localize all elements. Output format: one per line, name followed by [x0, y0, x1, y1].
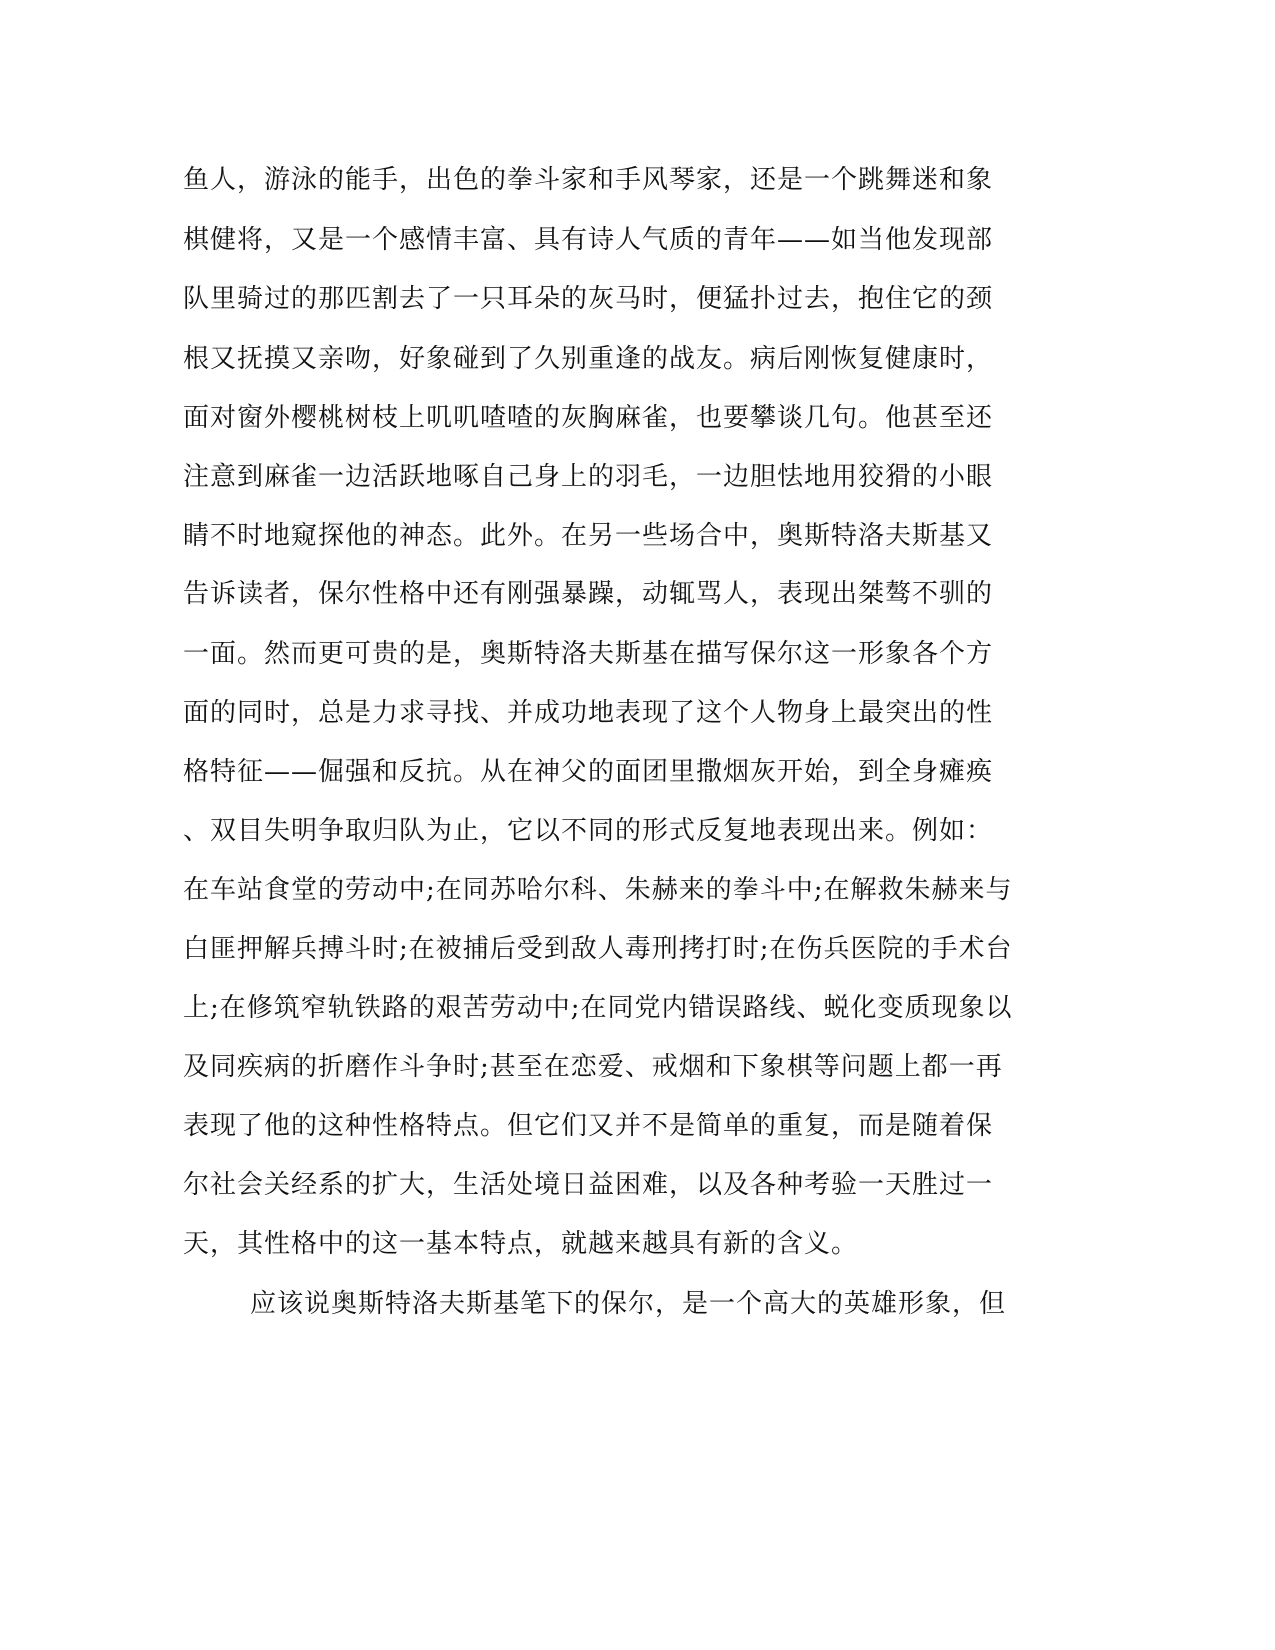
text-line: 及同疾病的折磨作斗争时;甚至在恋爱、戒烟和下象棋等问题上都一再	[183, 1052, 1003, 1082]
text-line: 格特征——倔强和反抗。从在神父的面团里撒烟灰开始，到全身瘫痪	[183, 757, 994, 787]
text-line: 根又抚摸又亲吻，好象碰到了久别重逢的战友。病后刚恢复健康时，	[183, 344, 994, 374]
text-line: 上;在修筑窄轨铁路的艰苦劳动中;在同党内错误路线、蜕化变质现象以	[183, 993, 1013, 1023]
text-line: 面对窗外樱桃树枝上叽叽喳喳的灰胸麻雀，也要攀谈几句。他甚至还	[183, 403, 994, 433]
text-line: 表现了他的这种性格特点。但它们又并不是简单的重复，而是随着保	[183, 1111, 994, 1141]
text-line: 白匪押解兵搏斗时;在被捕后受到敌人毒刑拷打时;在伤兵医院的手术台	[183, 934, 1013, 964]
text-line: 天，其性格中的这一基本特点，就越来越具有新的含义。	[183, 1229, 859, 1259]
paragraph-start-line: 应该说奥斯特洛夫斯基笔下的保尔，是一个高大的英雄形象，但	[250, 1289, 1007, 1319]
text-line: 一面。然而更可贵的是，奥斯特洛夫斯基在描写保尔这一形象各个方	[183, 639, 994, 669]
text-line: 睛不时地窥探他的神态。此外。在另一些场合中，奥斯特洛夫斯基又	[183, 521, 994, 551]
text-line: 尔社会关经系的扩大，生活处境日益困难，以及各种考验一天胜过一	[183, 1170, 994, 1200]
text-line: 棋健将，又是一个感情丰富、具有诗人气质的青年——如当他发现部	[183, 225, 994, 255]
text-line: 注意到麻雀一边活跃地啄自己身上的羽毛，一边胆怯地用狡猾的小眼	[183, 462, 994, 492]
text-line: 在车站食堂的劳动中;在同苏哈尔科、朱赫来的拳斗中;在解救朱赫来与	[183, 875, 1013, 905]
text-line: 、双目失明争取归队为止，它以不同的形式反复地表现出来。例如：	[183, 816, 994, 846]
text-line: 队里骑过的那匹割去了一只耳朵的灰马时，便猛扑过去，抱住它的颈	[183, 284, 994, 314]
text-line: 面的同时，总是力求寻找、并成功地表现了这个人物身上最突出的性	[183, 698, 994, 728]
text-line: 鱼人，游泳的能手，出色的拳斗家和手风琴家，还是一个跳舞迷和象	[183, 165, 994, 195]
text-line: 告诉读者，保尔性格中还有刚强暴躁，动辄骂人，表现出桀骜不驯的	[183, 579, 994, 609]
